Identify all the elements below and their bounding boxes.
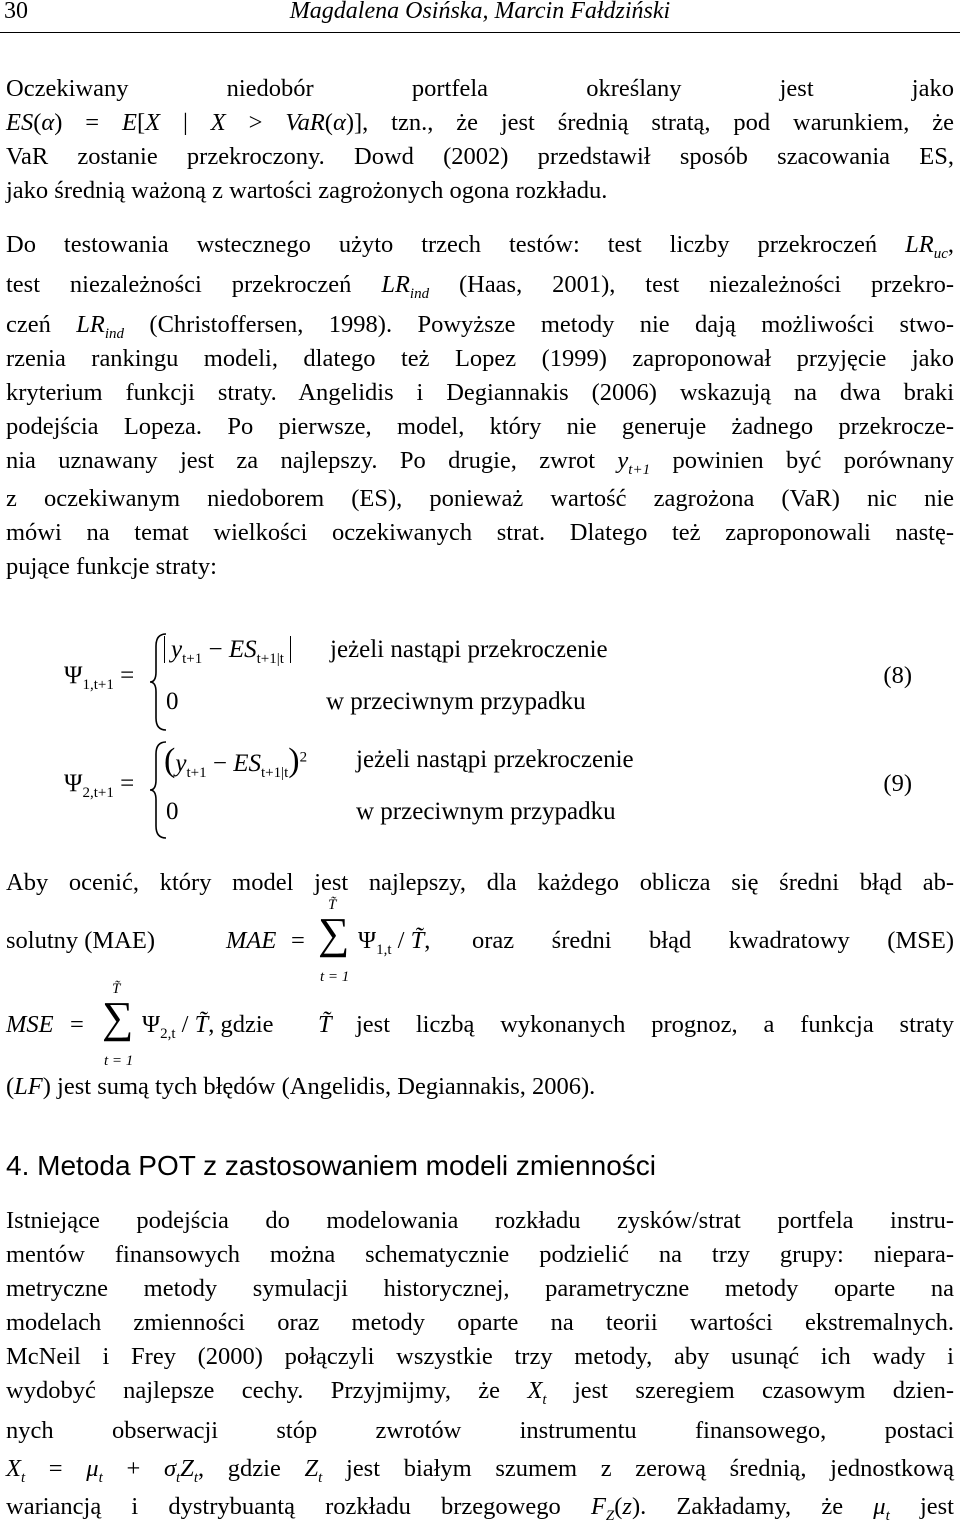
p4-line-4: modelach zmienności oraz metody oparte na teorii wartości ekstremalnych.: [6, 1309, 954, 1336]
p1-line-3: VaR zostanie przekroczony. Dowd (2002) przedstawił sposób szacowania ES,: [6, 143, 954, 170]
p1-line-2: ES(α) = E[X | X > VaR(α)], tzn., że jest średnią stratą, pod warunkiem, że: [6, 109, 954, 136]
p4-line-2: mentów finansowych można schematycznie podzielić na trzy grupy: niepara-: [6, 1241, 954, 1268]
p3-line-3: MSE = ∑ T̃ t = 1 $\Psi_{2,t}$ / T̃, gdzie T̃ jest liczbą wykonanych prognoz, a funkcja straty: [6, 981, 954, 1069]
header-rule: [0, 32, 960, 33]
eq9-case1-expr: $(y_{t+1} - ES_{t+1|t})^2$: [164, 742, 308, 781]
p2-line-9: mówi na temat wielkości oczekiwanych strat. Dlatego też zaproponowali nastę-: [6, 519, 954, 546]
p2-line-5: kryterium funkcji straty. Angelidis i Degiannakis (2006) wskazują na dwa braki: [6, 379, 954, 406]
p2-line-1: Do testowania wstecznego użyto trzech testów: test liczby przekroczeń $LR_{uc}$,: [6, 231, 954, 262]
p2-line-4: rzenia rankingu modeli, dlatego też Lopez (1999) zaproponował przyjęcie jako: [6, 345, 954, 372]
eq9-case1-condition: jeżeli nastąpi przekroczenie: [356, 746, 634, 773]
eq8-case1-expr: $y_{t+1} - ES_{t+1|t}$: [164, 636, 291, 664]
eq9-lhs: $\Psi_{2,t+1}$ =: [64, 770, 135, 801]
p3-line-1: Aby ocenić, który model jest najlepszy, dla każdego oblicza się średni błąd ab-: [6, 869, 954, 896]
page-number: 30: [4, 0, 28, 24]
paragraph-1: [6, 72, 954, 208]
eq8-case2-condition: w przeciwnym przypadku: [326, 688, 586, 715]
header-authors: Magdalena Osińska, Marcin Fałdziński: [289, 0, 671, 24]
p2-line-6: podejścia Lopeza. Po pierwsze, model, który nie generuje żadnego przekrocze-: [6, 413, 954, 440]
eq8-case2-value: 0: [166, 688, 179, 715]
p1-line-1: Oczekiwany niedobór portfela określany jest jako: [6, 75, 954, 102]
paragraph-2: [6, 228, 954, 584]
p4-line-6: wydobyć najlepsze cechy. Przyjmijmy, że $X_t$ jest szeregiem czasowym dzien-: [6, 1377, 954, 1408]
p4-line-7: nych obserwacji stóp zwrotów instrumentu finansowego, postaci: [6, 1417, 954, 1444]
p4-line-8: $X_t = \mu_t + \sigma_tZ_t$, gdzie $Z_t$ jest białym szumem z zerową średnią, jednostkową: [6, 1455, 955, 1486]
paragraph-4: [6, 1204, 954, 1524]
p4-line-9: wariancją i dystrybuantą rozkładu brzegowego $F_Z(z)$. Zakładamy, że $\mu_t$ jest: [6, 1493, 954, 1524]
eq9-case2-value: 0: [166, 798, 179, 825]
running-header: [0, 0, 960, 30]
p2-line-2: test niezależności przekroczeń $LR_{ind}$ (Haas, 2001), test niezależności przekro-: [6, 271, 954, 302]
p2-line-3: czeń $LR_{ind}$ (Christoffersen, 1998). Powyższe metody nie dają możliwości stwo-: [6, 311, 954, 342]
eq9-number: (9): [883, 770, 912, 797]
eq8-case1-condition: jeżeli nastąpi przekroczenie: [330, 636, 608, 663]
p3-line-4: (LF) jest sumą tych błędów (Angelidis, Degiannakis, 2006).: [6, 1073, 596, 1100]
paragraph-3-end: [6, 1070, 954, 1104]
eq9-case2-condition: w przeciwnym przypadku: [356, 798, 616, 825]
eq8-lhs: $\Psi_{1,t+1}$ =: [64, 662, 135, 693]
eq8-number: (8): [883, 662, 912, 689]
p1-line-4: jako średnią ważoną z wartości zagrożonych ogona rozkładu.: [6, 177, 608, 204]
section-heading: 4. Metoda POT z zastosowaniem modeli zmienności: [6, 1150, 656, 1181]
p2-line-10: pujące funkcje straty:: [6, 553, 217, 580]
p4-line-5: McNeil i Frey (2000) połączyli wszystkie trzy metody, aby usunąć ich wady i: [6, 1343, 954, 1370]
paragraph-3: [6, 866, 954, 900]
p2-line-8: z oczekiwanym niedoborem (ES), ponieważ wartość zagrożona (VaR) nic nie: [6, 485, 954, 512]
p4-line-1: Istniejące podejścia do modelowania rozkładu zysków/strat portfela instru-: [6, 1207, 954, 1234]
p3-line-2: solutny (MAE) MAE = ∑ T̃ t = 1 $\Psi_{1,t}$ / T̃, oraz średni błąd kwadratowy (MSE): [6, 897, 954, 985]
p4-line-3: metryczne metody symulacji historycznej, parametryczne metody oparte na: [6, 1275, 954, 1302]
p2-line-7: nia uznawany jest za najlepszy. Po drugie, zwrot $y_{t+1}$ powinien być porównany: [6, 447, 954, 478]
